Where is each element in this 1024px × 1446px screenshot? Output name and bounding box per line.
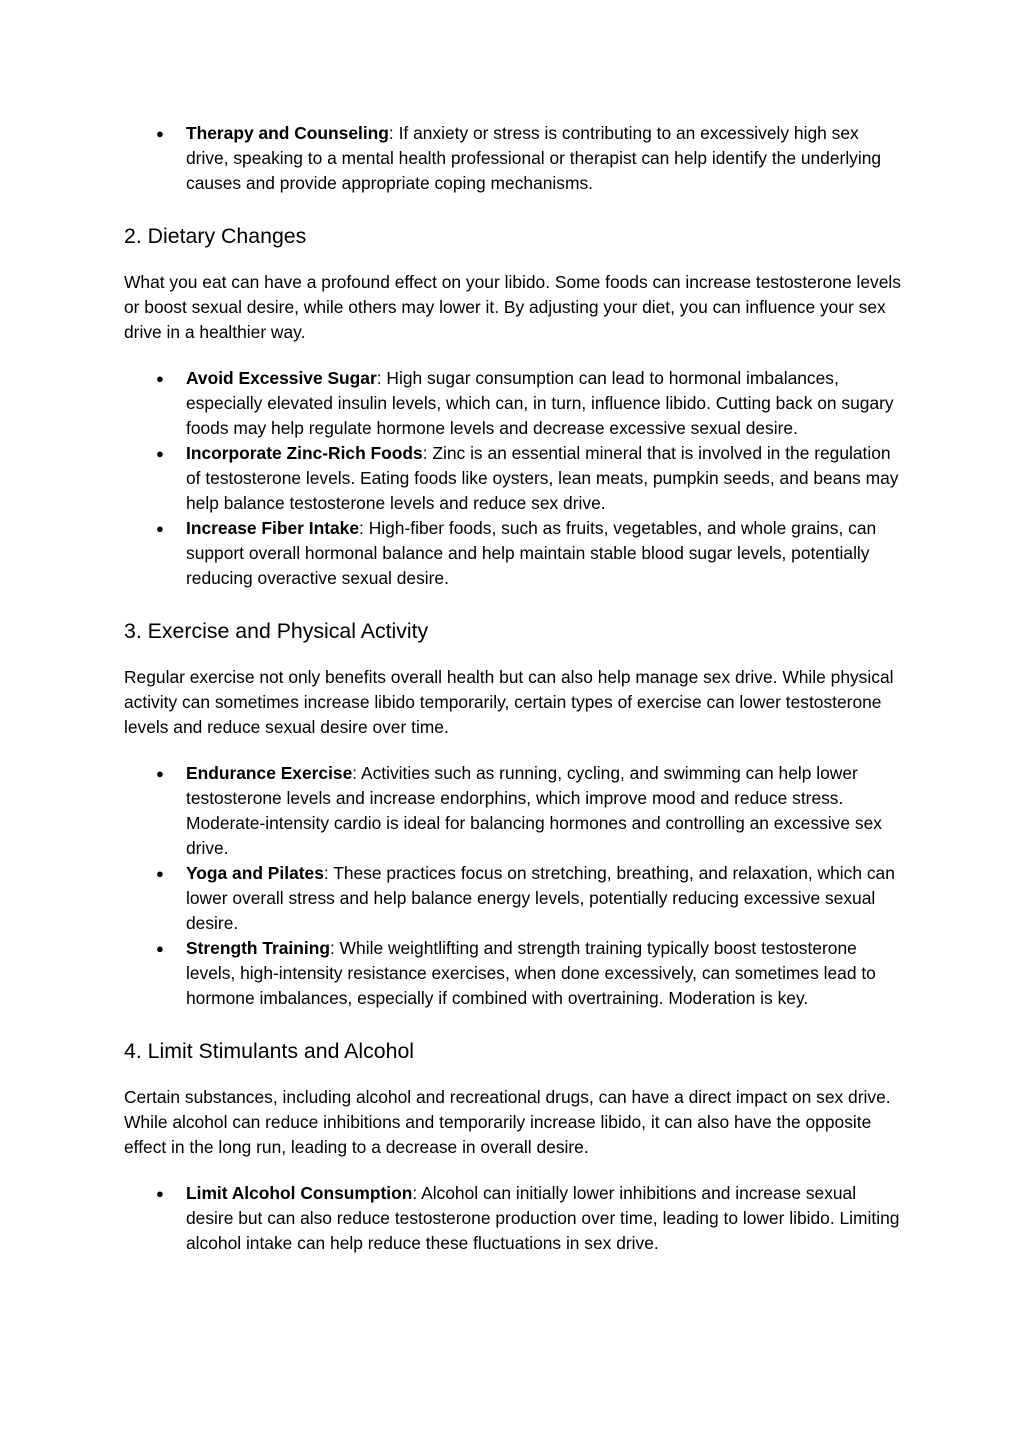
bullet-icon: ● [156, 766, 164, 781]
bullet-text: : High-fiber foods, such as fruits, vegetables, and whole grains, can support overall hormonal balance and help maintain stable blood sugar levels, potentially reducing overactive sexual desire. [186, 518, 877, 588]
bullet-icon: ● [156, 371, 164, 386]
bullet-term: Strength Training [186, 938, 330, 958]
section-intro: Regular exercise not only benefits overall health but can also help manage sex drive. While physical activity can sometimes increase libido temporarily, certain types of exercise can lower testosterone levels and reduce sexual desire over time. [124, 667, 894, 737]
bullet-icon: ● [156, 941, 164, 956]
bullet-list-stimulants [124, 1181, 904, 1256]
bullet-term: Endurance Exercise [186, 763, 353, 783]
bullet-term: Limit Alcohol Consumption [186, 1183, 413, 1203]
bullet-icon: ● [156, 521, 164, 536]
bullet-icon: ● [156, 1186, 164, 1201]
section-intro: Certain substances, including alcohol and recreational drugs, can have a direct impact on sex drive. While alcohol can reduce inhibitions and temporarily increase libido, it can also have the opposite effect in the long run, leading to a decrease in overall desire. [124, 1087, 891, 1157]
bullet-text: : Activities such as running, cycling, and swimming can help lower testosterone levels and increase endorphins, which improve mood and reduce stress. Moderate-intensity cardio is ideal for balancing hormones and controlling an excessive sex drive. [186, 763, 882, 858]
bullet-term: Incorporate Zinc-Rich Foods [186, 443, 423, 463]
list-item [124, 441, 904, 516]
list-item [124, 761, 904, 861]
bullet-text: : High sugar consumption can lead to hormonal imbalances, especially elevated insulin levels, which can, in turn, influence libido. Cutting back on sugary foods may help regulate hormone levels and decrease excessive sexual desire. [186, 368, 894, 438]
section-heading: 2. Dietary Changes [124, 224, 307, 248]
bullet-icon: ● [156, 866, 164, 881]
list-item [124, 1181, 904, 1256]
bullet-term: Yoga and Pilates [186, 863, 324, 883]
bullet-text: : Alcohol can initially lower inhibitions and increase sexual desire but can also reduce testosterone production over time, leading to lower libido. Limiting alcohol intake can help reduce these fluctuations in sex drive. [186, 1183, 900, 1253]
bullet-term: Increase Fiber Intake [186, 518, 360, 538]
bullet-icon: ● [156, 446, 164, 461]
bullet-term: Therapy and Counseling [186, 123, 389, 143]
list-item [124, 516, 904, 591]
bullet-list-diet [124, 366, 904, 591]
bullet-term: Avoid Excessive Sugar [186, 368, 377, 388]
list-item [124, 121, 904, 196]
bullet-text: : While weightlifting and strength training typically boost testosterone levels, high-intensity resistance exercises, when done excessively, can sometimes lead to hormone imbalances, especially if combined with overtraining. Moderation is key. [186, 938, 876, 1008]
list-item [124, 861, 904, 936]
bullet-list-exercise [124, 761, 904, 1011]
section-heading: 3. Exercise and Physical Activity [124, 619, 429, 643]
bullet-icon: ● [156, 126, 164, 141]
bullet-text: : If anxiety or stress is contributing to an excessively high sex drive, speaking to a mental health professional or therapist can help identify the underlying causes and provide appropriate coping mechanisms. [186, 123, 882, 193]
section-intro: What you eat can have a profound effect on your libido. Some foods can increase testosterone levels or boost sexual desire, while others may lower it. By adjusting your diet, you can influence your sex drive in a healthier way. [124, 272, 901, 342]
section-heading: 4. Limit Stimulants and Alcohol [124, 1039, 415, 1063]
document-page [124, 121, 904, 1256]
bullet-text: : These practices focus on stretching, breathing, and relaxation, which can lower overall stress and help balance energy levels, potentially reducing excessive sexual desire. [186, 863, 895, 933]
list-item [124, 936, 904, 1011]
bullet-text: : Zinc is an essential mineral that is involved in the regulation of testosterone levels. Eating foods like oysters, lean meats, pumpkin seeds, and beans may help balance testosterone levels and reduce sex drive. [186, 443, 899, 513]
list-item [124, 366, 904, 441]
bullet-list-therapy [124, 121, 904, 196]
